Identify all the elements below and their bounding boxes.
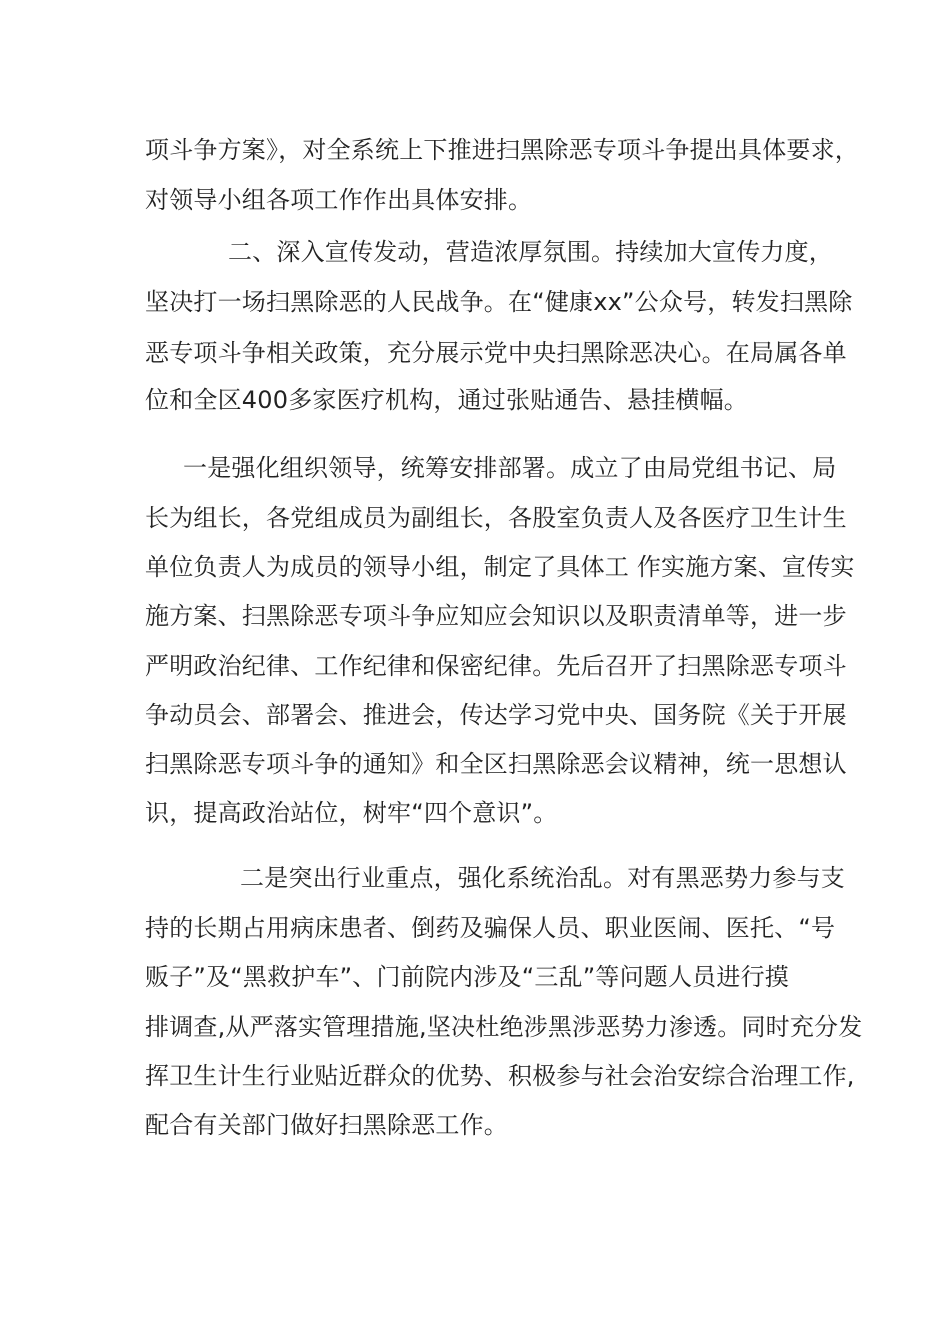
text-line: 扫黑除恶专项斗争的通知》和全区扫黑除恶会议精神，统一思想认 xyxy=(145,750,847,778)
text-line: 二是突出行业重点，强化系统治乱。对有黑恶势力参与支 xyxy=(240,864,845,892)
text-line: 施方案、扫黑除恶专项斗争应知应会知识以及职责清单等，进一步 xyxy=(145,602,847,630)
text-line: 一是强化组织领导，统筹安排部署。成立了由局党组书记、局 xyxy=(183,454,837,482)
text-line: 恶专项斗争相关政策，充分展示党中央扫黑除恶决心。在局属各单 xyxy=(145,339,847,367)
text-line: 严明政治纪律、工作纪律和保密纪律。先后召开了扫黑除恶专项斗 xyxy=(145,652,847,680)
text-line: 长为组长，各党组成员为副组长，各股室负责人及各医疗卫生计生 xyxy=(145,504,847,532)
text-line: 持的长期占用病床患者、倒药及骗保人员、职业医闹、医托、“号 xyxy=(145,914,836,942)
text-line: 识，提高政治站位，树牢“四个意识”。 xyxy=(145,799,558,827)
text-line: 争动员会、部署会、推进会，传达学习党中央、国务院《关于开展 xyxy=(145,701,847,729)
text-line: 单位负责人为成员的领导小组，制定了具体工 作实施方案、宣传实 xyxy=(145,553,855,581)
text-line: 配合有关部门做好扫黑除恶工作。 xyxy=(145,1111,508,1139)
text-line: 二、深入宣传发动，营造浓厚氛围。持续加大宣传力度， xyxy=(228,238,833,266)
text-line: 位和全区400多家医疗机构，通过张贴通告、悬挂横幅。 xyxy=(145,386,749,414)
text-line: 对领导小组各项工作作出具体安排。 xyxy=(145,186,533,214)
text-line: 贩子”及“黑救护车”、门前院内涉及“三乱”等问题人员进行摸 xyxy=(145,963,789,991)
text-line: 坚决打一场扫黑除恶的人民战争。在“健康xx”公众号，转发扫黑除 xyxy=(145,288,853,316)
text-line: 排调查,从严落实管理措施,坚决杜绝涉黑涉恶势力渗透。同时充分发 xyxy=(145,1013,863,1041)
text-line: 项斗争方案》，对全系统上下推进扫黑除恶专项斗争提出具体要求， xyxy=(145,136,859,164)
text-line: 挥卫生计生行业贴近群众的优势、积极参与社会治安综合治理工作, xyxy=(145,1062,855,1090)
